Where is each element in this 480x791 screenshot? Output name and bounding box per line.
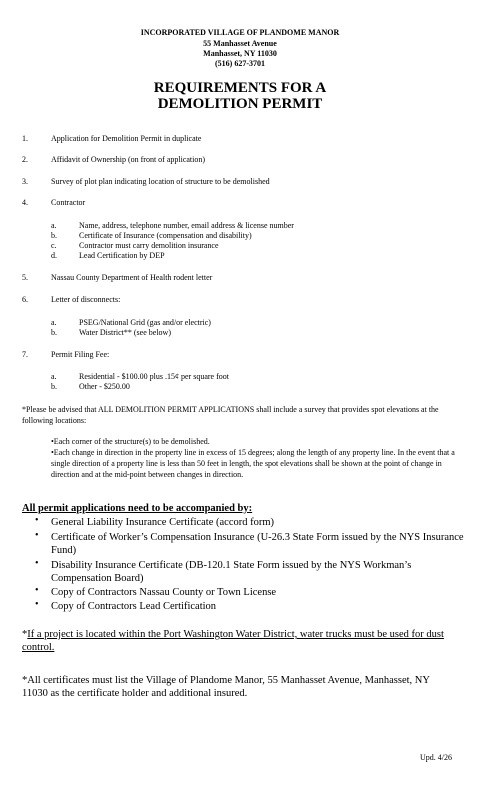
subitem-text: PSEG/National Grid (gas and/or electric) <box>79 318 211 327</box>
subitem-letter: a. <box>51 318 57 327</box>
item-number: 4. <box>22 198 28 207</box>
requirement-item: General Liability Insurance Certificate (accord form) <box>51 517 275 528</box>
survey-note: *Please be advised that ALL DEMOLITION PERMIT APPLICATIONS shall include a survey that provides spot elevations at the following locations: <box>22 405 439 425</box>
item-text: Letter of disconnects: <box>51 295 121 304</box>
item-number: 5. <box>22 273 28 282</box>
subitem-letter: c. <box>51 241 57 250</box>
requirement-item: Copy of Contractors Lead Certification <box>51 601 217 612</box>
subitem-letter: b. <box>51 382 57 391</box>
note-marker: * <box>22 629 28 640</box>
subitem-letter: d. <box>51 251 57 260</box>
item-text: Permit Filing Fee: <box>51 350 110 359</box>
accompany-heading: All permit applications need to be accompanied by: <box>22 503 253 514</box>
subitem-text: Water District** (see below) <box>79 328 171 337</box>
item-text: Nassau County Department of Health rodent letter <box>51 273 213 282</box>
subitem-text: Name, address, telephone number, email address & license number <box>79 221 294 230</box>
survey-point: •Each change in direction in the property line in excess of 15 degrees; along the length of any property line. In the event that a single direction of a property line is less than 50 feet in length, the spot elevations shall be shown at the point of change in direction and at the mid-point between changes in direction. <box>51 448 455 479</box>
water-note-text: If a project is located within the Port Washington Water District, water trucks must be used for dust control. <box>22 629 444 653</box>
subitem-letter: b. <box>51 231 57 240</box>
subitem-text: Residential - $100.00 plus .15¢ per square foot <box>79 372 229 381</box>
item-number: 3. <box>22 177 28 186</box>
bullet-icon: • <box>35 585 39 596</box>
subitem-text: Contractor must carry demolition insurance <box>79 241 219 250</box>
requirement-item: Disability Insurance Certificate (DB-120.1 State Form issued by the NYS Workman’s Compensation Board) <box>51 560 412 584</box>
village-phone: (516) 627-3701 <box>215 59 265 68</box>
requirement-item: Copy of Contractors Nassau County or Town License <box>51 587 277 598</box>
page-title-line1: REQUIREMENTS FOR A <box>153 80 327 96</box>
water-district-note <box>22 628 458 654</box>
item-text: Application for Demolition Permit in duplicate <box>51 134 202 143</box>
requirement-item: Certificate of Worker’s Compensation Insurance (U-26.3 State Form issued by the NYS Insurance Fund) <box>51 532 464 556</box>
item-number: 1. <box>22 134 28 143</box>
update-date: Upd. 4/26 <box>420 753 452 762</box>
bullet-icon: • <box>35 530 39 541</box>
subitem-text: Certificate of Insurance (compensation and disability) <box>79 231 252 240</box>
village-name: INCORPORATED VILLAGE OF PLANDOME MANOR <box>140 28 340 37</box>
item-number: 6. <box>22 295 28 304</box>
subitem-letter: b. <box>51 328 57 337</box>
item-text: Affidavit of Ownership (on front of application) <box>51 155 206 164</box>
subitem-text: Other - $250.00 <box>79 382 130 391</box>
bullet-icon: • <box>35 599 39 610</box>
item-number: 2. <box>22 155 28 164</box>
certificate-holder-note: *All certificates must list the Village of Plandome Manor, 55 Manhasset Avenue, Manhasset, NY 11030 as the certificate holder and additional insured. <box>22 675 430 699</box>
village-city: Manhasset, NY 11030 <box>203 49 277 58</box>
bullet-icon: • <box>35 515 39 526</box>
item-text: Survey of plot plan indicating location of structure to be demolished <box>51 177 270 186</box>
village-street: 55 Manhasset Avenue <box>203 39 277 48</box>
subitem-letter: a. <box>51 372 57 381</box>
subitem-text: Lead Certification by DEP <box>79 251 165 260</box>
survey-point: •Each corner of the structure(s) to be demolished. <box>51 437 210 446</box>
bullet-icon: • <box>35 558 39 569</box>
item-number: 7. <box>22 350 28 359</box>
subitem-letter: a. <box>51 221 57 230</box>
page-title-line2: DEMOLITION PERMIT <box>157 96 323 112</box>
item-text: Contractor <box>51 198 86 207</box>
